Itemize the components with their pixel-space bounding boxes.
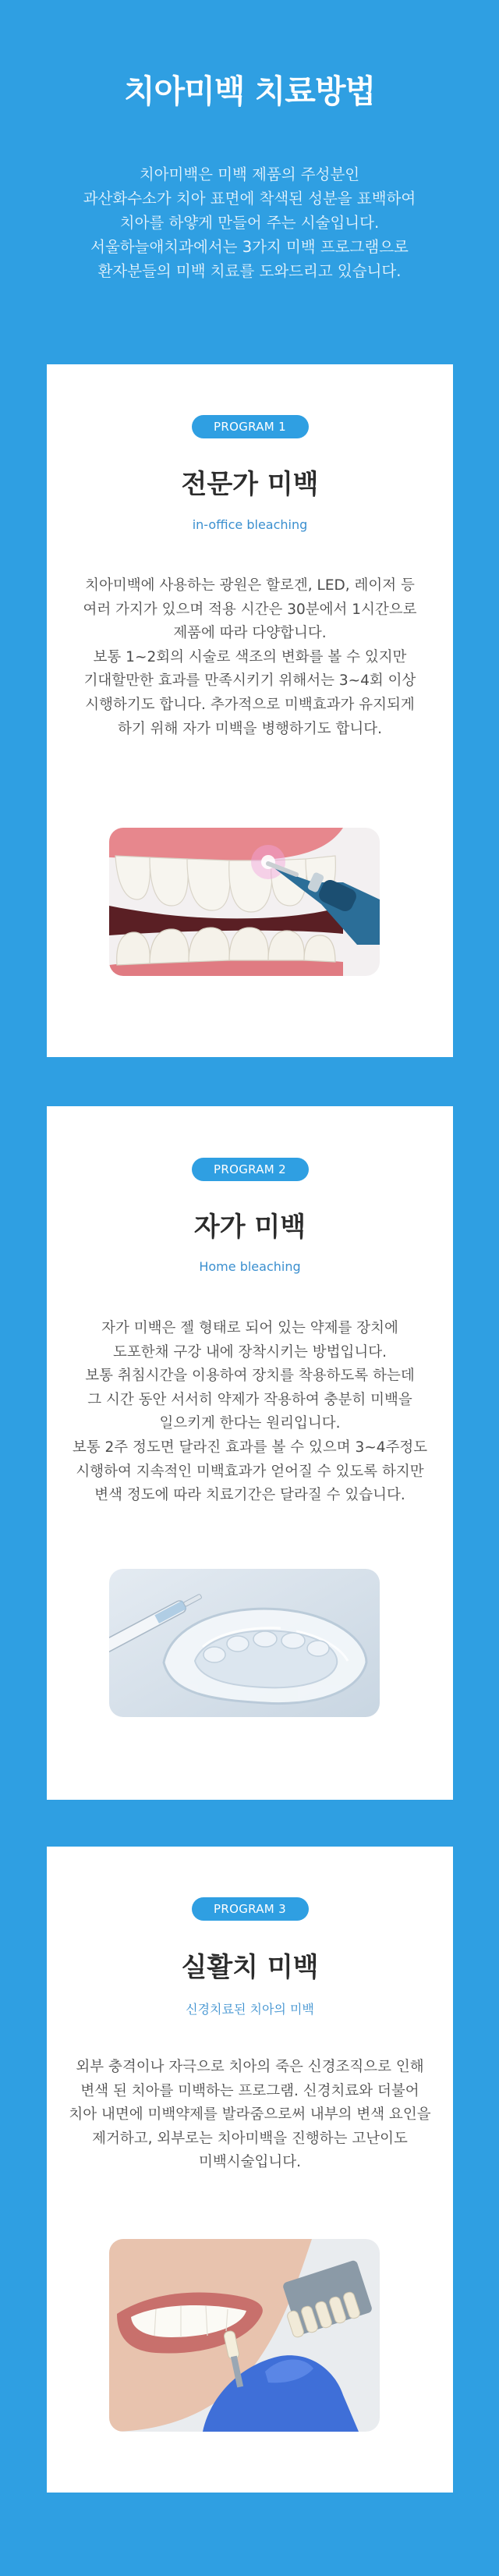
program-subtitle: in-office bleaching [192, 517, 308, 532]
program-badge: PROGRAM 3 [192, 1897, 309, 1921]
description-line: 시행하여 지속적인 미백효과가 얻어질 수 있도록 하지만 [76, 1463, 424, 1480]
program-card-3 [47, 1847, 453, 2493]
description-line: 미백시술입니다. [199, 2154, 301, 2171]
description-line: 도포한채 구강 내에 장착시키는 방법입니다. [112, 1343, 388, 1361]
description-line: 외부 충격이나 자극으로 치아의 죽은 신경조직으로 인해 [76, 2059, 424, 2075]
intro-line: 서울하늘애치과에서는 3가지 미백 프로그램으로 [90, 238, 409, 256]
intro-line: 치아를 하얗게 만들어 주는 시술입니다. [119, 214, 380, 232]
description-line: 일으키게 한다는 원리입니다. [159, 1415, 341, 1432]
program-title: 전문가 미백 [181, 469, 319, 500]
description-line: 여러 가지가 있으며 적용 시간은 30분에서 1시간으로 [83, 601, 417, 618]
intro-line: 과산화수소가 치아 표면에 착색된 성분을 표백하여 [83, 190, 416, 208]
program-card-1 [47, 364, 453, 1057]
description-line: 제거하고, 외부로는 치아미백을 진행하는 고난이도 [92, 2130, 408, 2147]
shade-guide-smile-photo [109, 2239, 380, 2432]
teeth-laser-whitening-illustration [109, 828, 380, 976]
program-title: 실활치 미백 [181, 1952, 319, 1983]
program-badge: PROGRAM 1 [192, 415, 309, 438]
description-line: 변색 정도에 따라 치료기간은 달라질 수 있습니다. [94, 1487, 405, 1504]
description-line: 하기 위해 자가 미백을 병행하기도 합니다. [117, 720, 383, 737]
description-line: 변색 된 치아를 미백하는 프로그램. 신경치료와 더불어 [80, 2082, 419, 2099]
clear-tray-and-gel-syringe-photo [109, 1569, 380, 1717]
description-line: 그 시간 동안 서서히 약제가 작용하여 충분히 미백을 [87, 1391, 412, 1408]
page-title: 치아미백 치료방법 [123, 73, 376, 110]
program-title: 자가 미백 [193, 1212, 306, 1243]
program-subtitle: 신경치료된 치아의 미백 [186, 2002, 314, 2017]
program-description [62, 574, 437, 741]
intro-line: 치아미백은 미백 제품의 주성분인 [139, 165, 360, 183]
intro-text [47, 162, 452, 283]
description-line: 제품에 따라 다양합니다. [173, 625, 327, 642]
description-line: 치아 내면에 미백약제를 발라줌으로써 내부의 변색 요인을 [69, 2106, 431, 2124]
program-description [62, 1317, 437, 1508]
program-description [62, 2056, 437, 2175]
description-line: 시행하기도 합니다. 추가적으로 미백효과가 유지되게 [85, 696, 415, 713]
description-line: 치아미백에 사용하는 광원은 할로겐, LED, 레이저 등 [85, 577, 415, 594]
description-line: 기대할만한 효과를 만족시키기 위해서는 3~4회 이상 [83, 672, 416, 690]
description-line: 보통 2주 정도면 달라진 효과를 볼 수 있으며 3~4주정도 [72, 1439, 428, 1456]
program-card-2 [47, 1106, 453, 1800]
description-line: 자가 미백은 젤 형태로 되어 있는 약제를 장치에 [101, 1320, 398, 1336]
program-badge: PROGRAM 2 [192, 1158, 309, 1181]
description-line: 보통 취침시간을 이용하여 장치를 착용하도록 하는데 [85, 1368, 415, 1385]
description-line: 보통 1~2회의 시술로 색조의 변화를 볼 수 있지만 [93, 648, 407, 665]
program-subtitle: Home bleaching [199, 1259, 301, 1274]
intro-line: 환자분들의 미백 치료를 도와드리고 있습니다. [97, 262, 402, 280]
